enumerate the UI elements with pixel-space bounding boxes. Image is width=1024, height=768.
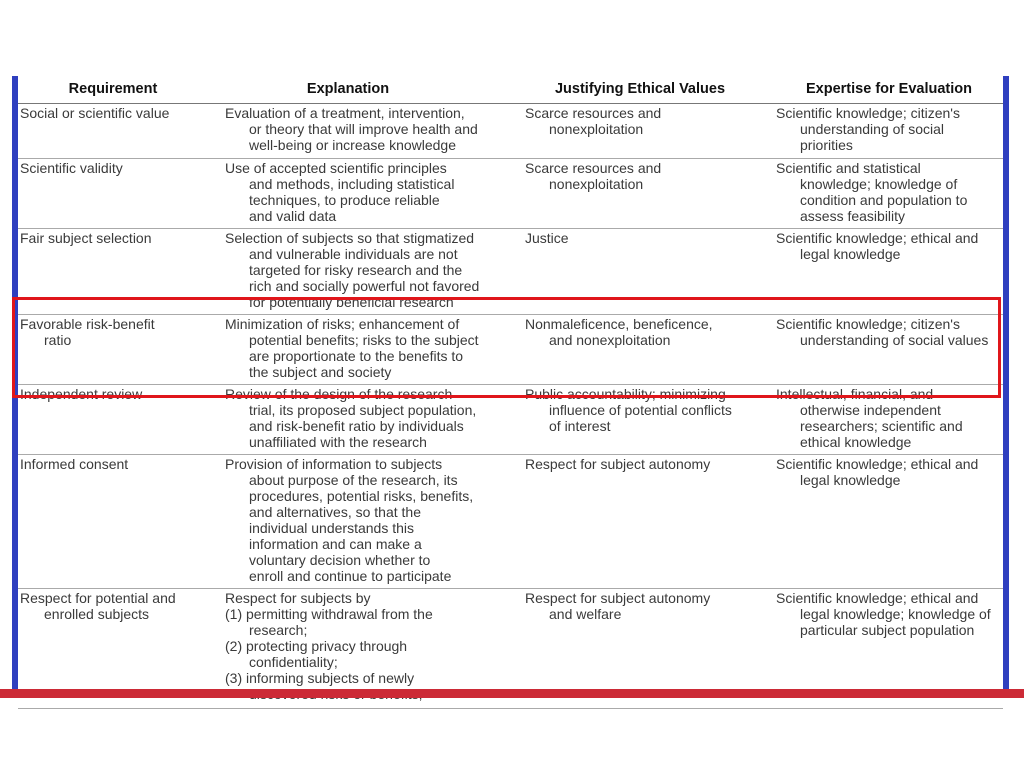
cell-line: Provision of information to subjects [225, 456, 443, 472]
cell-line: Selection of subjects so that stigmatized [225, 230, 475, 246]
cell-line: Scientific knowledge; ethical and [776, 456, 979, 472]
cell-line: and vulnerable individuals are not [249, 246, 458, 262]
cell-line: Evaluation of a treatment, intervention, [225, 105, 465, 121]
cell-line: Informed consent [20, 456, 129, 472]
cell-line: Scientific validity [20, 160, 123, 176]
cell-line: Independent review [20, 386, 143, 402]
cell-line: rich and socially powerful not favored [249, 278, 480, 294]
cell-line: priorities [800, 137, 853, 153]
cell-explanation [225, 160, 454, 224]
cell-line: and welfare [549, 606, 622, 622]
cell-line: Minimization of risks; enhancement of [225, 316, 460, 332]
cell-line: Social or scientific value [20, 105, 170, 121]
cell-line: (1) permitting withdrawal from the [225, 606, 433, 622]
cell-line: knowledge; knowledge of [800, 176, 958, 192]
cell-line: research; [249, 622, 308, 638]
cell-line: understanding of social values [800, 332, 989, 348]
cell-line: Scarce resources and [525, 160, 662, 176]
cell-requirement [20, 105, 169, 121]
cell-values [525, 590, 710, 622]
cell-line: Respect for subject autonomy [525, 456, 711, 472]
cell-line: otherwise independent [800, 402, 941, 418]
cell-line: enroll and continue to participate [249, 568, 452, 584]
cell-line: understanding of social [800, 121, 944, 137]
cell-line: for potentially beneficial research [249, 294, 454, 310]
cell-line: particular subject population [800, 622, 975, 638]
cell-line: nonexploitation [549, 121, 644, 137]
cell-line: ratio [44, 332, 72, 348]
cell-requirement [20, 590, 176, 622]
cell-line: and valid data [249, 208, 337, 224]
cell-line: techniques, to produce reliable [249, 192, 440, 208]
cell-line: Fair subject selection [20, 230, 152, 246]
cell-line: enrolled subjects [44, 606, 150, 622]
cell-line: voluntary decision whether to [249, 552, 431, 568]
cell-line: confidentiality; [249, 654, 338, 670]
cell-line: about purpose of the research, its [249, 472, 458, 488]
cell-line: of interest [549, 418, 611, 434]
cell-line: researchers; scientific and [800, 418, 963, 434]
cell-line: condition and population to [800, 192, 968, 208]
cell-line: and nonexploitation [549, 332, 671, 348]
table-row [18, 454, 1003, 589]
bottom-strip [0, 689, 1024, 698]
header-justifying-values: Justifying Ethical Values [554, 81, 726, 97]
cell-line: Scientific knowledge; ethical and [776, 590, 979, 606]
cell-requirement [20, 230, 152, 246]
cell-line: information and can make a [249, 536, 422, 552]
cell-line: well-being or increase knowledge [249, 137, 457, 153]
table-header [18, 76, 1003, 104]
cell-line: Nonmaleficence, beneficence, [525, 316, 713, 332]
cell-line: the subject and society [249, 364, 392, 380]
cell-line: Respect for potential and [20, 590, 176, 606]
cell-line: Respect for subject autonomy [525, 590, 711, 606]
cell-expertise [776, 590, 991, 638]
cell-values [525, 456, 710, 472]
cell-line: or theory that will improve health and [249, 121, 478, 137]
right-frame-bar [1003, 76, 1009, 694]
cell-line: trial, its proposed subject population, [249, 402, 477, 418]
cell-line: influence of potential conflicts [549, 402, 732, 418]
cell-line: targeted for risky research and the [249, 262, 463, 278]
cell-requirement [20, 456, 128, 472]
cell-line: unaffiliated with the research [249, 434, 427, 450]
cell-line: Public accountability; minimizing [525, 386, 726, 402]
cell-line: Review of the design of the research [225, 386, 453, 402]
cell-line: Justice [525, 230, 569, 246]
highlight-box [12, 297, 1001, 398]
header-requirement: Requirement [68, 81, 158, 97]
cell-line: Use of accepted scientific principles [225, 160, 447, 176]
cell-line: Favorable risk-benefit [20, 316, 155, 332]
cell-line: Intellectual, financial, and [776, 386, 934, 402]
cell-values [525, 230, 569, 246]
cell-line: procedures, potential risks, benefits, [249, 488, 474, 504]
cell-line: and risk-benefit ratio by individuals [249, 418, 464, 434]
cell-explanation [225, 456, 473, 584]
cell-explanation [225, 105, 478, 153]
cell-line: ethical knowledge [800, 434, 912, 450]
cell-line: nonexploitation [549, 176, 644, 192]
cell-line: individual understands this [249, 520, 414, 536]
cell-requirement [20, 160, 123, 176]
cell-line: Scientific knowledge; ethical and [776, 230, 979, 246]
cell-line: legal knowledge [800, 246, 901, 262]
cell-line: Respect for subjects by [225, 590, 371, 606]
cell-line: Scientific knowledge; citizen's [776, 105, 960, 121]
cell-line: legal knowledge [800, 472, 901, 488]
cell-expertise [776, 160, 967, 224]
table-row [18, 103, 1003, 159]
cell-expertise [776, 456, 978, 488]
cell-values [525, 160, 661, 192]
table-row [18, 158, 1003, 229]
cell-line: Scientific and statistical [776, 160, 921, 176]
cell-line: Scarce resources and [525, 105, 662, 121]
cell-line: (2) protecting privacy through [225, 638, 408, 654]
cell-expertise [776, 230, 978, 262]
cell-line: potential benefits; risks to the subject [249, 332, 479, 348]
cell-line: and alternatives, so that the [249, 504, 421, 520]
cell-line: Scientific knowledge; citizen's [776, 316, 960, 332]
cell-line: and methods, including statistical [249, 176, 455, 192]
cell-line: are proportionate to the benefits to [249, 348, 464, 364]
header-expertise: Expertise for Evaluation [806, 81, 972, 97]
cell-expertise [776, 105, 960, 153]
cell-line: assess feasibility [800, 208, 906, 224]
cell-line: (3) informing subjects of newly [225, 670, 415, 686]
header-explanation: Explanation [306, 81, 390, 97]
cell-values [525, 105, 661, 137]
cell-line: legal knowledge; knowledge of [800, 606, 991, 622]
cell-explanation [225, 590, 433, 702]
